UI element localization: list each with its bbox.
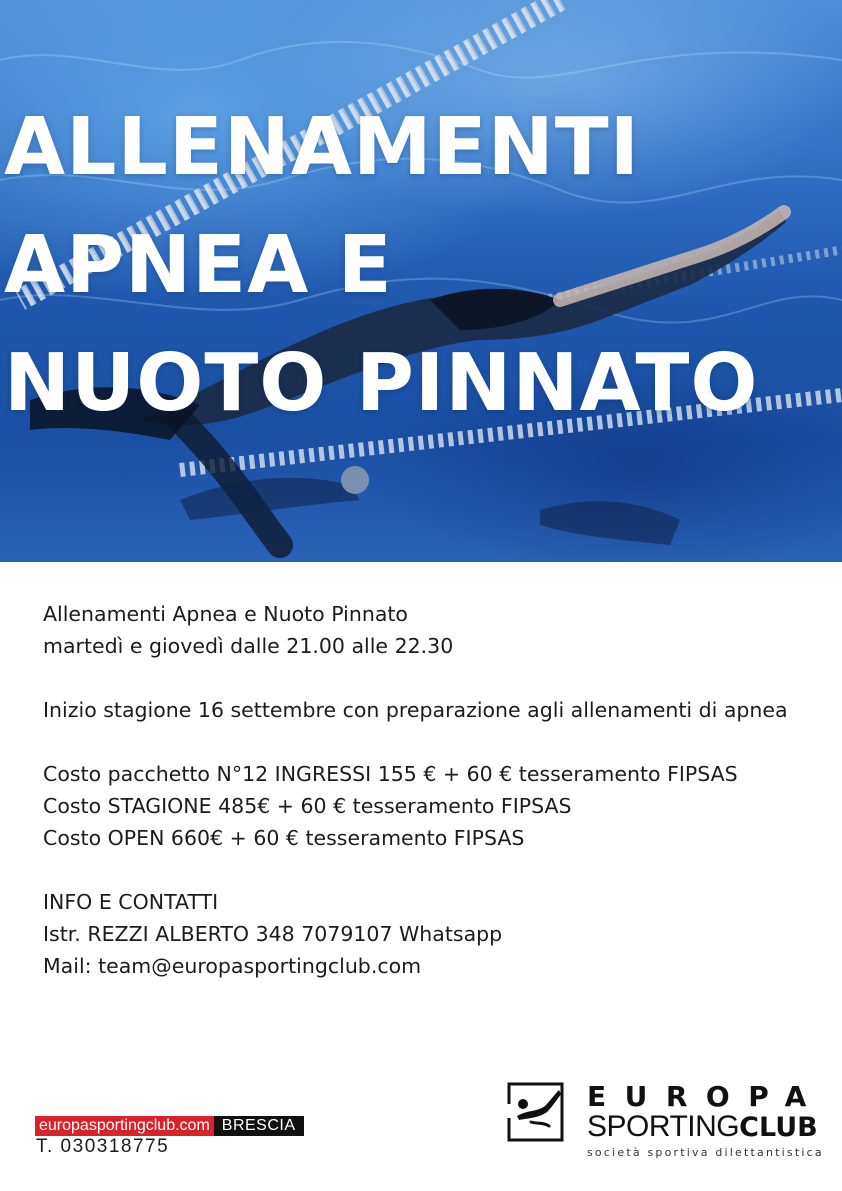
logo-sportingclub-text bbox=[587, 1110, 818, 1145]
background-swimmers bbox=[180, 466, 680, 545]
logo-club-word: CLUB bbox=[739, 1112, 818, 1143]
announcement-body bbox=[43, 598, 803, 982]
club-logo bbox=[507, 1080, 825, 1164]
logo-tagline: società sportiva dilettantistica bbox=[587, 1146, 824, 1159]
hero-title bbox=[4, 88, 840, 442]
club-logo-icon bbox=[507, 1082, 564, 1142]
hero-title-line-1: ALLENAMENTI bbox=[4, 101, 641, 193]
cost-package-text: Costo pacchetto N°12 INGRESSI 155 € + 60 € tesseramento FIPSAS bbox=[43, 762, 738, 786]
city-label: BRESCIA bbox=[214, 1116, 304, 1136]
cost-open-text: Costo OPEN 660€ + 60 € tesseramento FIPSAS bbox=[43, 826, 525, 850]
cost-season-text: Costo STAGIONE 485€ + 60 € tesseramento FIPSAS bbox=[43, 794, 572, 818]
hero-image bbox=[0, 0, 842, 562]
schedule-text: martedì e giovedì dalle 21.00 alle 22.30 bbox=[43, 634, 454, 658]
email-contact[interactable]: Mail: team@europasportingclub.com bbox=[43, 954, 422, 978]
course-title-text: Allenamenti Apnea e Nuoto Pinnato bbox=[43, 602, 408, 626]
logo-europa-text: EUROPA bbox=[587, 1080, 825, 1113]
website-badge bbox=[35, 1116, 304, 1136]
website-link[interactable]: europasportingclub.com bbox=[35, 1116, 214, 1136]
info-heading: INFO E CONTATTI bbox=[43, 890, 219, 914]
hero-title-line-3: NUOTO PINNATO bbox=[4, 337, 759, 429]
phone-number: T. 030318775 bbox=[36, 1136, 170, 1157]
instructor-contact: Istr. REZZI ALBERTO 348 7079107 Whatsapp bbox=[43, 922, 503, 946]
season-start-text: Inizio stagione 16 settembre con preparazione agli allenamenti di apnea bbox=[43, 698, 788, 722]
logo-sporting-word: SPORTING bbox=[587, 1110, 740, 1143]
hero-title-line-2: APNEA E bbox=[4, 219, 393, 311]
